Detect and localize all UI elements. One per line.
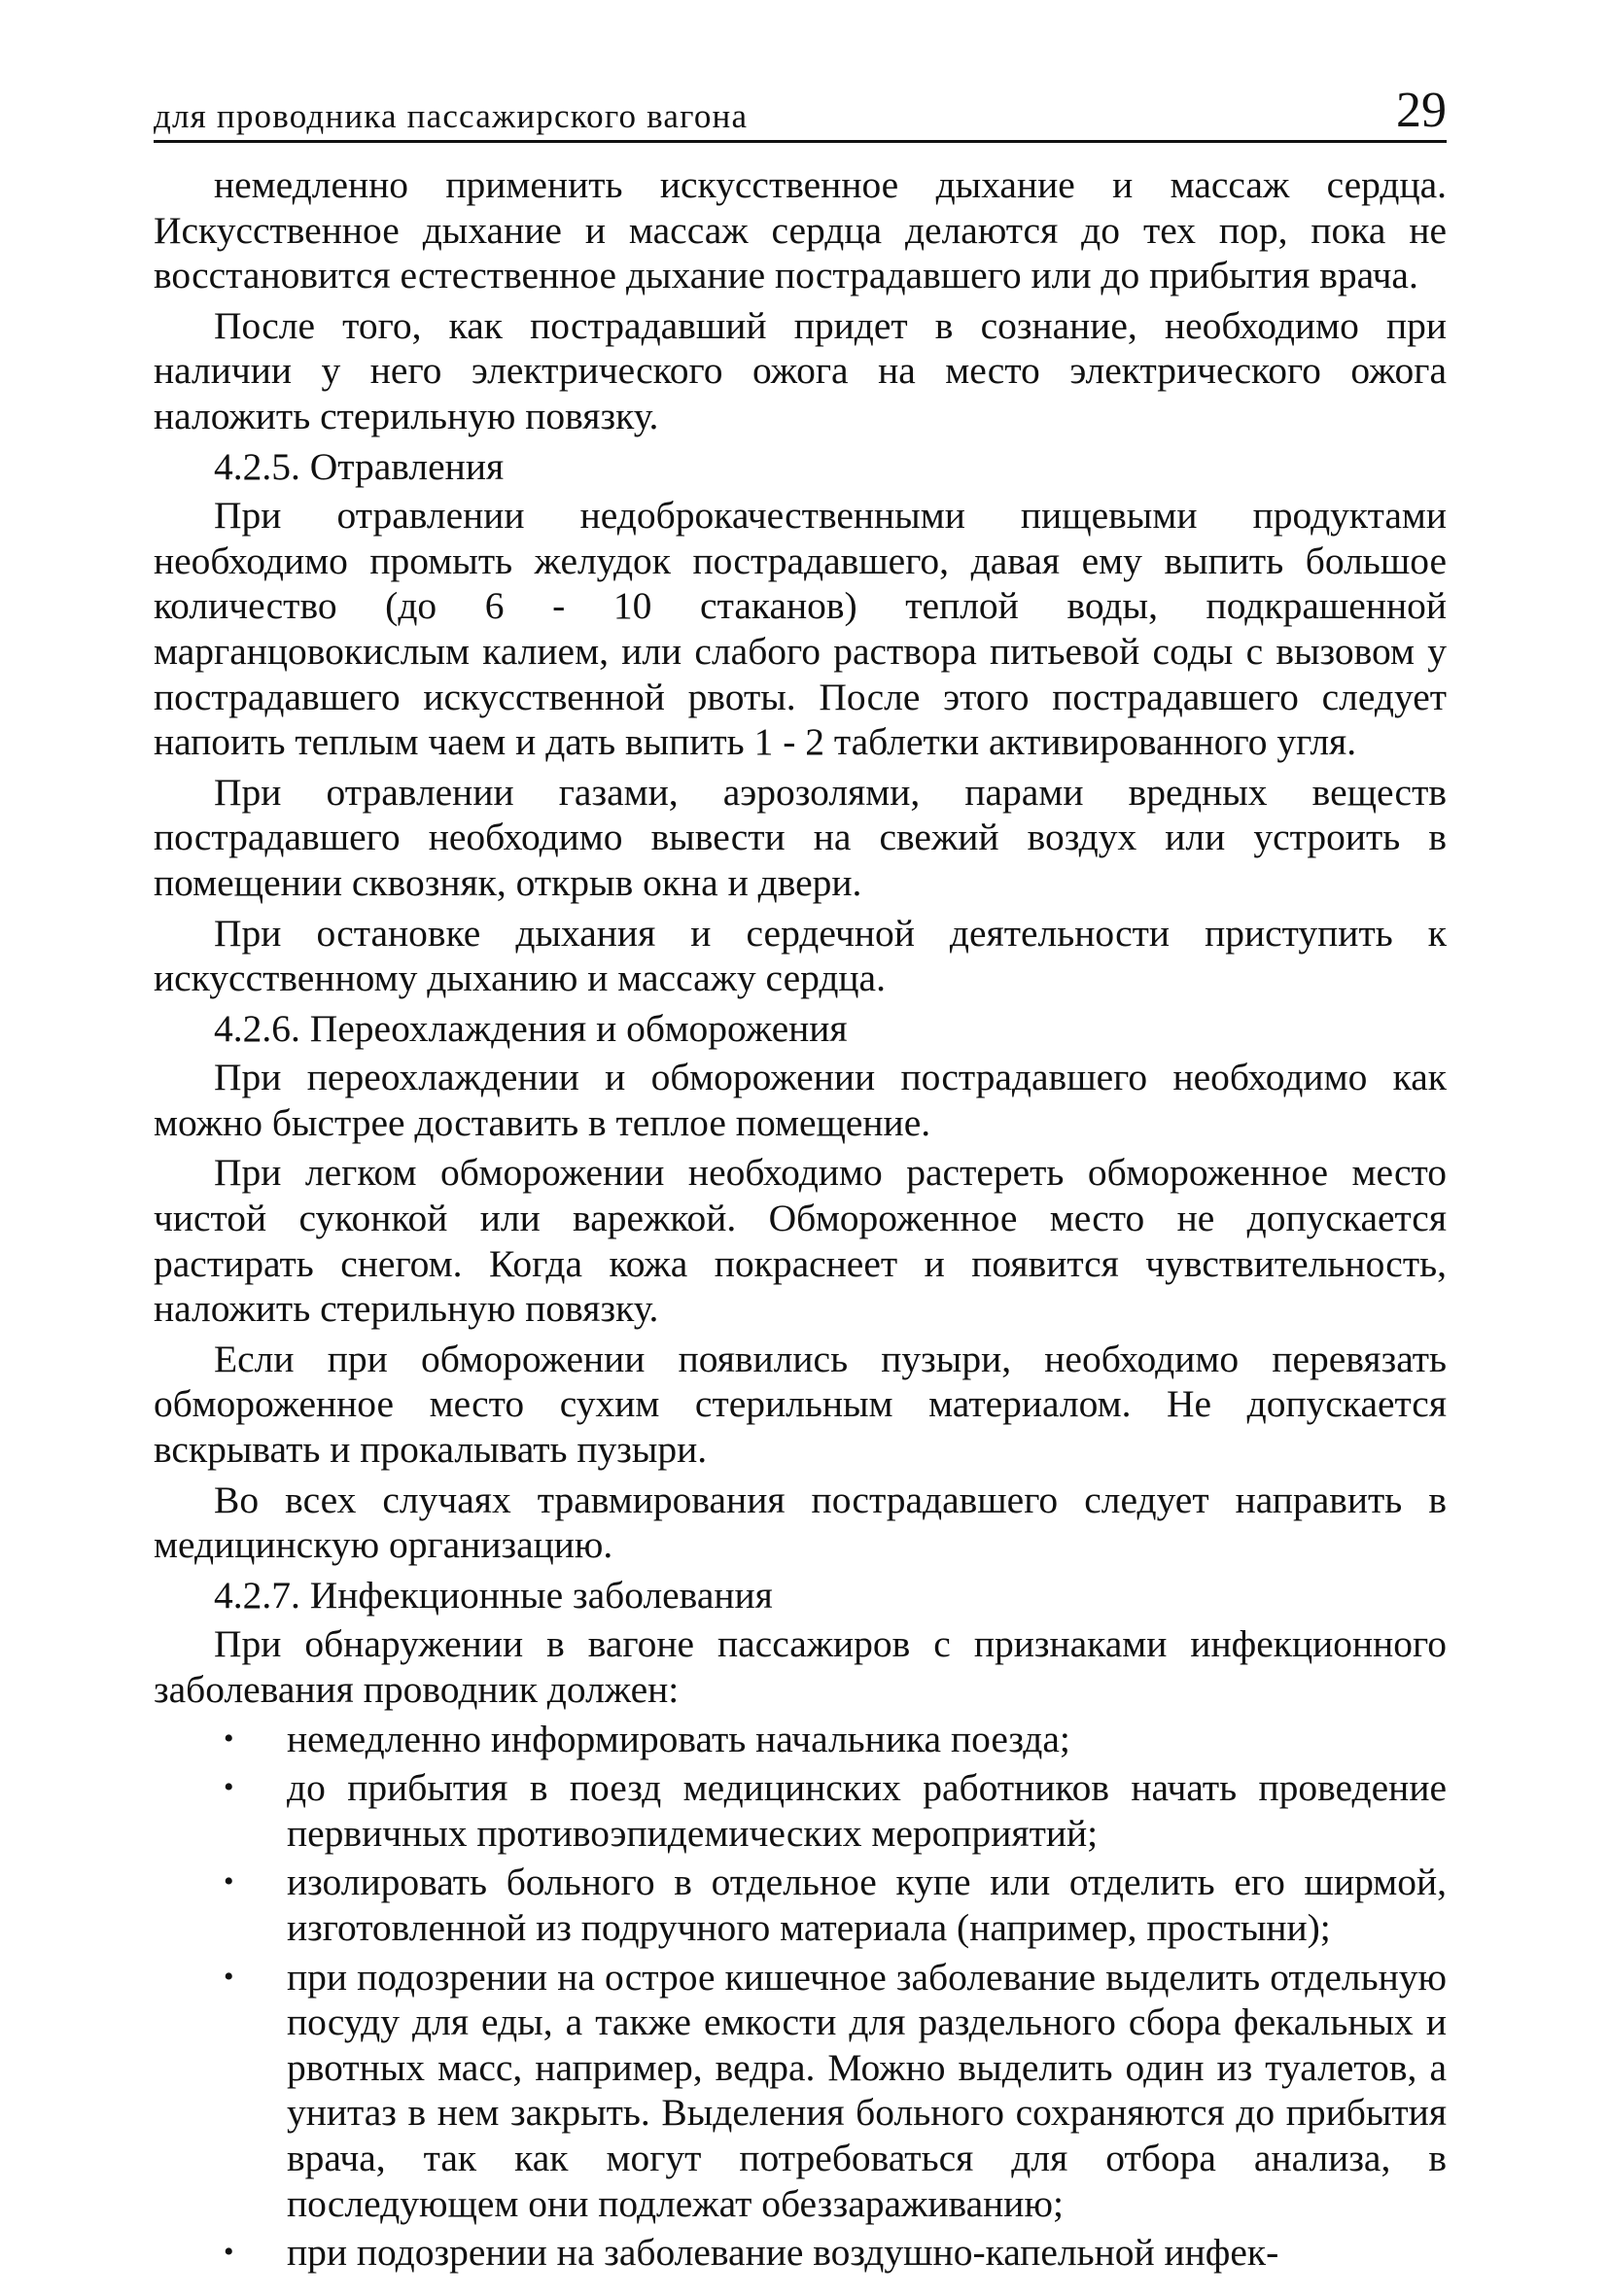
paragraph: При легком обморожении необходимо растереть обмороженное место чистой суконкой или варежкой. Обмороженное место не допускается растирать снегом. Когда кожа покраснеет и появится чувствительность, наложить стерильную повязку.	[154, 1151, 1447, 1331]
paragraph: Во всех случаях травмирования пострадавшего следует направить в медицинскую организацию.	[154, 1478, 1447, 1567]
paragraph: При остановке дыхания и сердечной деятельности приступить к искусственному дыханию и массажу сердца.	[154, 911, 1447, 1000]
paragraph: При обнаружении в вагоне пассажиров с признаками инфекционного заболевания проводник должен:	[154, 1622, 1447, 1711]
paragraph: При отравлении недоброкачественными пищевыми продуктами необходимо промыть желудок пострадавшего, давая ему выпить большое количество (до 6 - 10 стаканов) теплой воды, подкрашенной марганцовокислым калием, или слабого раствора питьевой соды с вызовом у пострадавшего искусственной рвоты. После этого пострадавшего следует напоить теплым чаем и дать выпить 1 - 2 таблетки активированного угля.	[154, 494, 1447, 764]
paragraph: При отравлении газами, аэрозолями, парами вредных веществ пострадавшего необходимо вывести на свежий воздух или устроить в помещении сквозняк, открыв окна и двери.	[154, 770, 1447, 904]
list-item	[154, 1955, 1447, 2227]
section-heading: 4.2.7. Инфекционные заболевания	[214, 1573, 773, 1617]
page-number: 29	[1396, 83, 1447, 138]
page-body	[154, 162, 1447, 2276]
list-item	[154, 1765, 1447, 1856]
bullet-icon: •	[224, 1771, 234, 1804]
list-item	[154, 1717, 1447, 1762]
bullet-icon: •	[224, 1722, 234, 1755]
list-item	[154, 2230, 1447, 2276]
bullet-icon: •	[224, 1865, 234, 1898]
paragraph: немедленно применить искусственное дыхание и массаж сердца. Искусственное дыхание и массаж сердца делаются до тех пор, пока не восстановится естественное дыхание пострадавшего или до прибытия врача.	[154, 163, 1447, 297]
section-heading: 4.2.6. Переохлаждения и обморожения	[214, 1006, 848, 1050]
paragraph: При переохлаждении и обморожении пострадавшего необходимо как можно быстрее доставить в теплое помещение.	[154, 1056, 1447, 1144]
list-item-text: немедленно информировать начальника поезда;	[287, 1717, 1070, 1760]
paragraph: После того, как пострадавший придет в сознание, необходимо при наличии у него электрического ожога на место электрического ожога наложить стерильную повязку.	[154, 303, 1447, 437]
bullet-icon: •	[224, 1960, 234, 1993]
bullet-list	[154, 1717, 1447, 2276]
list-item	[154, 1860, 1447, 1950]
section-heading: 4.2.5. Отравления	[214, 444, 505, 488]
running-title: для проводника пассажирского вагона	[154, 97, 749, 135]
list-item-text: до прибытия в поезд медицинских работников начать проведение первичных противоэпидемических мероприятий;	[287, 1766, 1447, 1855]
paragraph: Если при обморожении появились пузыри, необходимо перевязать обмороженное место сухим стерильным материалом. Не допускается вскрывать и прокалывать пузыри.	[154, 1337, 1447, 1472]
list-item-text: при подозрении на острое кишечное заболевание выделить отдельную посуду для еды, а также емкости для раздельного сбора фекальных и рвотных масс, например, ведра. Можно выделить один из туалетов, а унитаз в нем закрыть. Выделения больного сохраняются до прибытия врача, так как могут потребоваться для отбора анализа, в последующем они подлежат обеззараживанию;	[287, 1955, 1447, 2225]
book-page	[154, 76, 1447, 2276]
list-item-text: изолировать больного в отдельное купе или отделить его ширмой, изготовленной из подручного материала (например, простыни);	[287, 1861, 1447, 1949]
bullet-icon: •	[224, 2236, 234, 2269]
page-header	[154, 76, 1447, 143]
list-item-text: при подозрении на заболевание воздушно-капельной инфек-	[287, 2231, 1279, 2275]
